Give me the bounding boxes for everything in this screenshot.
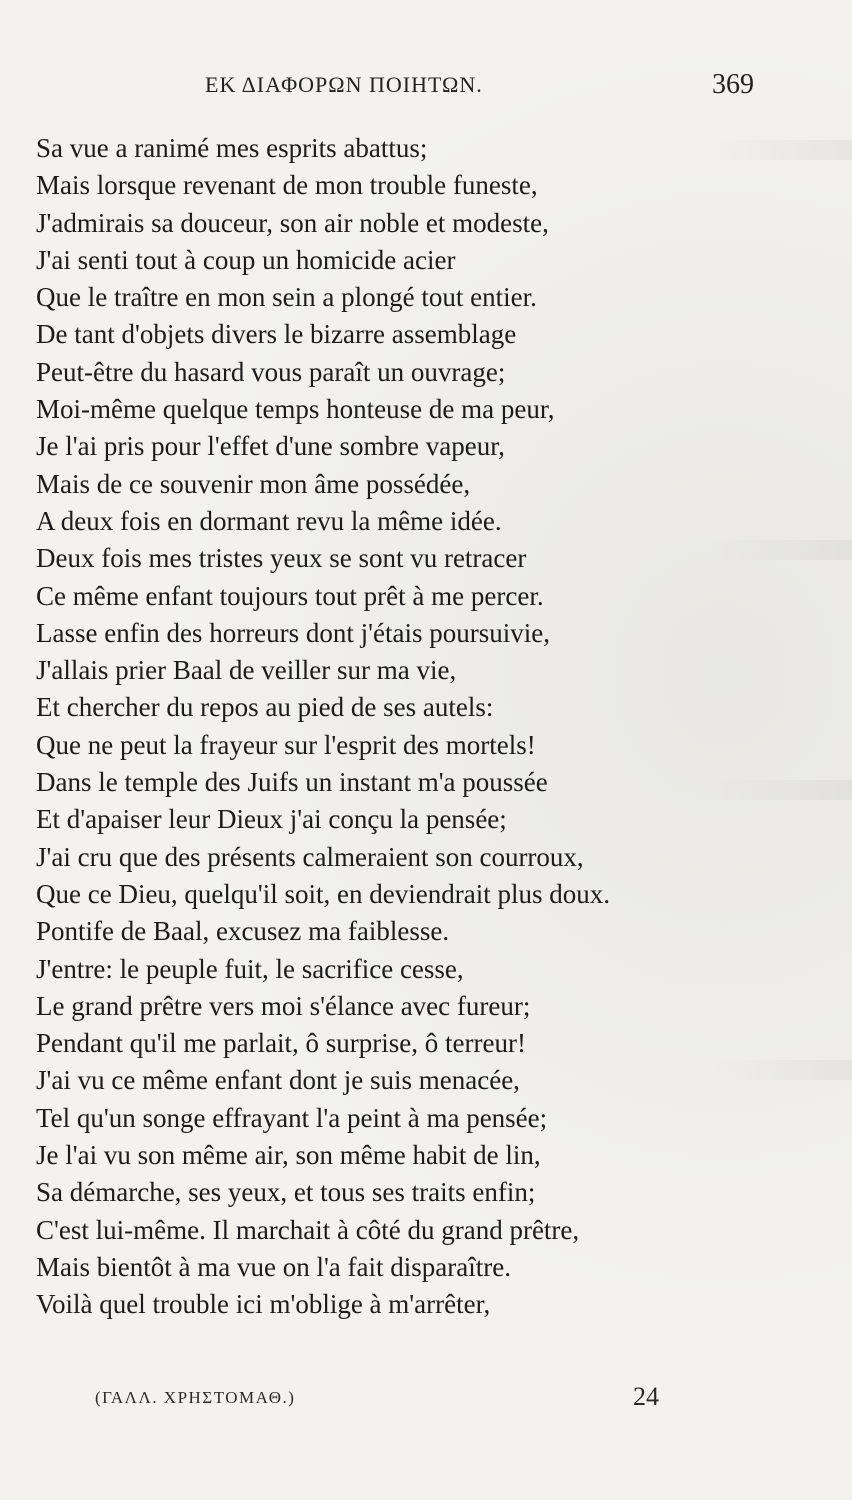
verse-line: Sa démarche, ses yeux, et tous ses traits enfin; — [36, 1177, 536, 1208]
verse-line: De tant d'objets divers le bizarre assemblage — [36, 319, 517, 350]
verse-line: Dans le temple des Juifs un instant m'a poussée — [36, 767, 548, 798]
signature-mark: (ΓΑΛΛ. ΧΡΗΣΤΟΜΑΘ.) — [95, 1388, 296, 1407]
verse-line: Et d'apaiser leur Dieux j'ai conçu la pensée; — [36, 804, 507, 835]
verse-line: Deux fois mes tristes yeux se sont vu retracer — [36, 543, 527, 574]
verse-line: Je l'ai pris pour l'effet d'une sombre vapeur, — [36, 431, 505, 462]
verse-line: Et chercher du repos au pied de ses autels: — [36, 692, 494, 723]
verse-block — [36, 130, 736, 1324]
verse-line: J'ai senti tout à coup un homicide acier — [36, 244, 456, 275]
verse-line: Lasse enfin des horreurs dont j'étais poursuivie, — [36, 617, 550, 648]
verse-line: Mais lorsque revenant de mon trouble funeste, — [36, 170, 538, 201]
verse-line: Tel qu'un songe effrayant l'a peint à ma pensée; — [36, 1102, 548, 1133]
verse-line: Le grand prêtre vers moi s'élance avec fureur; — [36, 990, 531, 1021]
verse-line: A deux fois en dormant revu la même idée. — [36, 505, 502, 536]
page-header — [0, 69, 852, 102]
verse-line: Je l'ai vu son même air, son même habit de lin, — [36, 1140, 541, 1171]
page-footer — [0, 1384, 852, 1414]
verse-line: Mais de ce souvenir mon âme possédée, — [36, 468, 471, 499]
verse-line: J'admirais sa douceur, son air noble et modeste, — [36, 207, 549, 238]
verse-line: J'allais prier Baal de veiller sur ma vie, — [36, 655, 457, 686]
verse-line: Que ne peut la frayeur sur l'esprit des mortels! — [36, 729, 536, 760]
verse-line: Que ce Dieu, quelqu'il soit, en deviendrait plus doux. — [36, 878, 610, 909]
verse-line: J'ai cru que des présents calmeraient son courroux, — [36, 841, 584, 872]
verse-line: J'entre: le peuple fuit, le sacrifice cesse, — [36, 953, 464, 984]
signature-number: 24 — [633, 1382, 659, 1411]
verse-line: C'est lui-même. Il marchait à côté du grand prêtre, — [36, 1214, 580, 1245]
verse-line: Peut-être du hasard vous paraît un ouvrage; — [36, 356, 506, 387]
verse-line: Pontife de Baal, excusez ma faiblesse. — [36, 916, 450, 947]
verse-line: Ce même enfant toujours tout prêt à me percer. — [36, 580, 544, 611]
running-title: ΕΚ ΔΙΑΦΟΡΩΝ ΠΟΙΗΤΩΝ. — [205, 72, 483, 97]
page-number: 369 — [712, 69, 754, 100]
verse-line: Que le traître en mon sein a plongé tout entier. — [36, 282, 537, 313]
verse-line: Pendant qu'il me parlait, ô surprise, ô terreur! — [36, 1028, 526, 1059]
verse-line: Moi-même quelque temps honteuse de ma peur, — [36, 394, 555, 425]
verse-line: Mais bientôt à ma vue on l'a fait disparaître. — [36, 1251, 511, 1282]
verse-line: J'ai vu ce même enfant dont je suis menacée, — [36, 1065, 520, 1096]
verse-line: Voilà quel trouble ici m'oblige à m'arrêter, — [36, 1289, 491, 1320]
verse-line: Sa vue a ranimé mes esprits abattus; — [36, 133, 428, 163]
